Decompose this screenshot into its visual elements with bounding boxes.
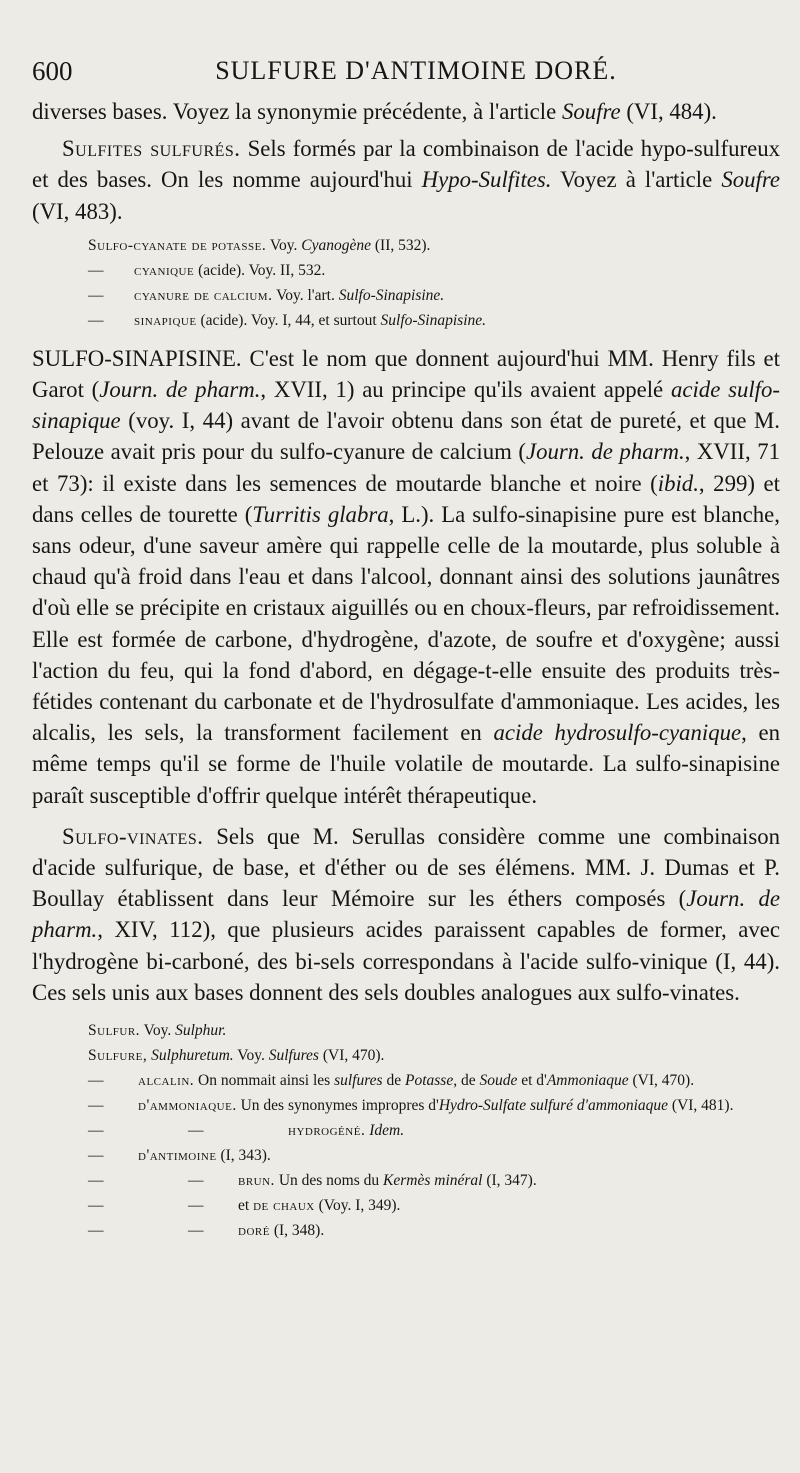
entry-sulfure-hydrogene bbox=[32, 1118, 780, 1143]
cross-reference: Ammoniaque bbox=[546, 1072, 629, 1090]
text: , XVII, 1) au principe qu'ils avaient appelé bbox=[260, 377, 671, 403]
text: Voy. bbox=[266, 236, 302, 254]
cross-reference: Hydro-Sulfate sulfuré d'ammoniaque bbox=[438, 1097, 669, 1115]
cross-reference: Sulfo-Sinapisine. bbox=[338, 286, 445, 304]
cross-reference: Sulfo-Sinapisine. bbox=[380, 311, 487, 329]
text: , XIV, 112), que plusieurs acides paraissent capables de former, avec l'hydrogène bi-carboné, des bi-sels correspondans à l'acide sulfo-vinique (I, 44). Ces sels unis aux bases donnent des sels doubles analogues aux sulfo-vinates. bbox=[32, 917, 780, 1005]
entry-sulfure-ammoniaque bbox=[32, 1093, 780, 1118]
text: (I, 343). bbox=[216, 1147, 271, 1165]
entry-term: d'antimoine bbox=[138, 1147, 217, 1165]
cross-reference: Potasse bbox=[404, 1072, 454, 1090]
journal-citation: Journ. de pharm. bbox=[32, 886, 780, 943]
text: Sels que M. Serullas considère comme une combinaison d'acide sulfurique, de base, et d'éther ou de ses élémens. MM. J. Dumas et P. Boullay établissent dans leur Mémoire sur les éthers composés ( bbox=[32, 823, 780, 912]
ditto-dash: — bbox=[188, 1172, 204, 1190]
entry-sulfites-sulfures bbox=[32, 133, 780, 227]
text: Un des noms du bbox=[274, 1172, 384, 1190]
entry-term: brun. bbox=[238, 1172, 275, 1190]
text: diverses bases. Voyez la synonymie précédente, à l'article bbox=[32, 99, 562, 124]
entry-term: cyanure de calcium. bbox=[134, 286, 273, 304]
entry-sulfure-antimoine-chaux bbox=[32, 1193, 780, 1218]
entry-name: Hypo-Sulfites. bbox=[421, 167, 552, 193]
text: (Voy. I, 349). bbox=[314, 1197, 401, 1215]
entry-term: Sulfites sulfurés. bbox=[62, 136, 241, 162]
text: , de bbox=[453, 1072, 480, 1090]
text: et d' bbox=[517, 1072, 547, 1090]
cross-reference: Soufre bbox=[561, 99, 621, 124]
ditto-dash: — bbox=[88, 1222, 104, 1240]
page-number: 600 bbox=[32, 56, 73, 86]
text: et bbox=[238, 1197, 254, 1215]
entry-sulfure-alcalin bbox=[32, 1068, 780, 1093]
entry-sulfure bbox=[32, 1043, 780, 1068]
cross-reference: Soude bbox=[479, 1072, 518, 1090]
text: Voyez à l'article bbox=[551, 167, 722, 193]
entry-term: sinapique bbox=[134, 311, 197, 329]
text: (voy. I, 44) avant de l'avoir obtenu dans son état de pureté, et que M. Pelouze avait pris pour du sulfo-cyanure de calcium ( bbox=[32, 408, 780, 465]
cross-reference: Cyanogène bbox=[301, 236, 371, 254]
ditto-dash: — bbox=[88, 1197, 104, 1215]
entry-sulfo-sinapique bbox=[32, 308, 780, 333]
text: On nommait ainsi les bbox=[194, 1072, 335, 1090]
running-title: SULFURE D'ANTIMOINE DORÉ. bbox=[215, 56, 617, 85]
cross-reference: Sulphur. bbox=[175, 1022, 227, 1040]
text: , L.). La sulfo-sinapisine pure est blanche, sans odeur, d'une saveur amère qui rappelle celle de la moutarde, plus soluble à chaud qu'à froid dans l'eau et dans l'alcool, donnant ainsi des solutions jaunâtres d'où elle se précipite en cristaux aiguillés ou en choux-fleurs, par refroidissement. Elle est formée de carbone, d'hydrogène, d'azote, de soufre et d'oxygène; aussi l'action du feu, qui la fond d'abord, en dégage-t-elle ensuite des produits très-fétides contenant du carbonate et de l'hydrosulfate d'ammoniaque. Les acides, les alcalis, les sels, la transforment facilement en bbox=[32, 501, 781, 746]
ditto-dash: — bbox=[88, 1097, 104, 1115]
cross-reference: sulfures bbox=[334, 1072, 383, 1090]
entry-sulfur bbox=[32, 1018, 780, 1043]
entry-sulfo-cyanate bbox=[32, 233, 780, 258]
cross-reference: Kermès minéral bbox=[383, 1172, 483, 1190]
entry-term: Sulfo-cyanate de potasse. bbox=[88, 236, 267, 254]
entry-sulfo-cyanique bbox=[32, 258, 780, 283]
text: Voy. bbox=[140, 1022, 176, 1040]
ditto-dash: — bbox=[88, 1147, 104, 1165]
entry-sulfo-cyanure bbox=[32, 283, 780, 308]
entry-sulfure-antimoine-brun bbox=[32, 1168, 780, 1193]
text: Voy. l'art. bbox=[272, 286, 339, 304]
entry-term: hydrogéné. bbox=[288, 1122, 366, 1140]
entry-sulfo-vinates bbox=[32, 821, 780, 1008]
ditto-dash: — bbox=[88, 311, 104, 329]
ditto-dash: — bbox=[88, 1072, 104, 1090]
entry-term: Sulfure, bbox=[88, 1047, 148, 1065]
text: (VI, 470). bbox=[318, 1047, 385, 1065]
entry-name: acide sulfo-sinapique bbox=[32, 377, 781, 434]
cross-reference: Idem. bbox=[365, 1122, 405, 1140]
entry-term: doré bbox=[238, 1222, 270, 1240]
entry-group-sulfo-cyan bbox=[32, 233, 780, 333]
entry-group-sulfur bbox=[32, 1018, 780, 1243]
text: (I, 348). bbox=[269, 1222, 325, 1240]
entry-sulfure-antimoine bbox=[32, 1143, 780, 1168]
ditto-dash: — bbox=[188, 1122, 204, 1140]
entry-term: cyanique bbox=[134, 261, 195, 279]
text: C'est le nom que donnent aujourd'hui MM. Henry fils et Garot ( bbox=[32, 345, 780, 403]
ditto-dash: — bbox=[88, 1122, 104, 1140]
text: (VI, 470). bbox=[628, 1072, 695, 1090]
entry-term: SULFO-SINAPISINE. bbox=[32, 345, 242, 371]
plant-name: Turritis glabra bbox=[252, 501, 389, 527]
text: (acide). Voy. II, 532. bbox=[194, 261, 326, 279]
entry-term: alcalin. bbox=[138, 1072, 195, 1090]
ditto-dash: — bbox=[188, 1197, 204, 1215]
ditto-dash: — bbox=[188, 1222, 204, 1240]
ditto-dash: — bbox=[88, 286, 104, 304]
entry-term: Sulfur. bbox=[88, 1022, 141, 1040]
text: (I, 347). bbox=[482, 1172, 537, 1190]
text: , 299) et dans celles de tourette ( bbox=[32, 470, 780, 527]
cross-reference: Sulfures bbox=[268, 1047, 319, 1065]
text: de bbox=[382, 1072, 405, 1090]
text: (VI, 483). bbox=[32, 198, 123, 224]
entry-name: acide hydrosulfo-cyanique bbox=[493, 720, 742, 746]
text: (II, 532). bbox=[371, 236, 431, 254]
ditto-dash: — bbox=[88, 261, 104, 279]
running-header bbox=[32, 56, 780, 96]
text: Sels formés par la combinaison de l'acide hypo-sulfureux et des bases. On les nomme aujourd'hui bbox=[32, 136, 780, 193]
entry-term: d'ammoniaque. bbox=[138, 1097, 237, 1115]
text: (VI, 481). bbox=[668, 1097, 734, 1115]
entry-term: de chaux bbox=[253, 1197, 315, 1215]
journal-citation: Journ. de pharm. bbox=[525, 439, 685, 465]
page-body bbox=[32, 96, 780, 1243]
ditto-dash: — bbox=[88, 1172, 104, 1190]
journal-citation: Journ. de pharm. bbox=[99, 377, 261, 403]
text: , XVII, 71 et 73): il existe dans les semences de moutarde blanche et noire ( bbox=[32, 439, 780, 496]
text: (acide). Voy. I, 44, et surtout bbox=[196, 311, 381, 329]
synonym: Sulphuretum. bbox=[151, 1047, 234, 1065]
entry-sulfo-sinapisine bbox=[32, 343, 780, 811]
text: (VI, 484). bbox=[620, 99, 717, 124]
cross-reference: Soufre bbox=[721, 167, 780, 193]
entry-term: Sulfo-vinates. bbox=[62, 823, 204, 849]
paragraph-continuation bbox=[32, 96, 780, 127]
entry-sulfure-antimoine-dore bbox=[32, 1218, 780, 1243]
text: , en même temps qu'il se forme de l'huile volatile de moutarde. La sulfo-sinapisine paraît susceptible d'offrir quelque intérêt thérapeutique. bbox=[32, 720, 780, 808]
text: Un des synonymes impropres d' bbox=[236, 1097, 439, 1115]
text: Voy. bbox=[233, 1047, 269, 1065]
citation-ibid: ibid. bbox=[657, 470, 699, 496]
